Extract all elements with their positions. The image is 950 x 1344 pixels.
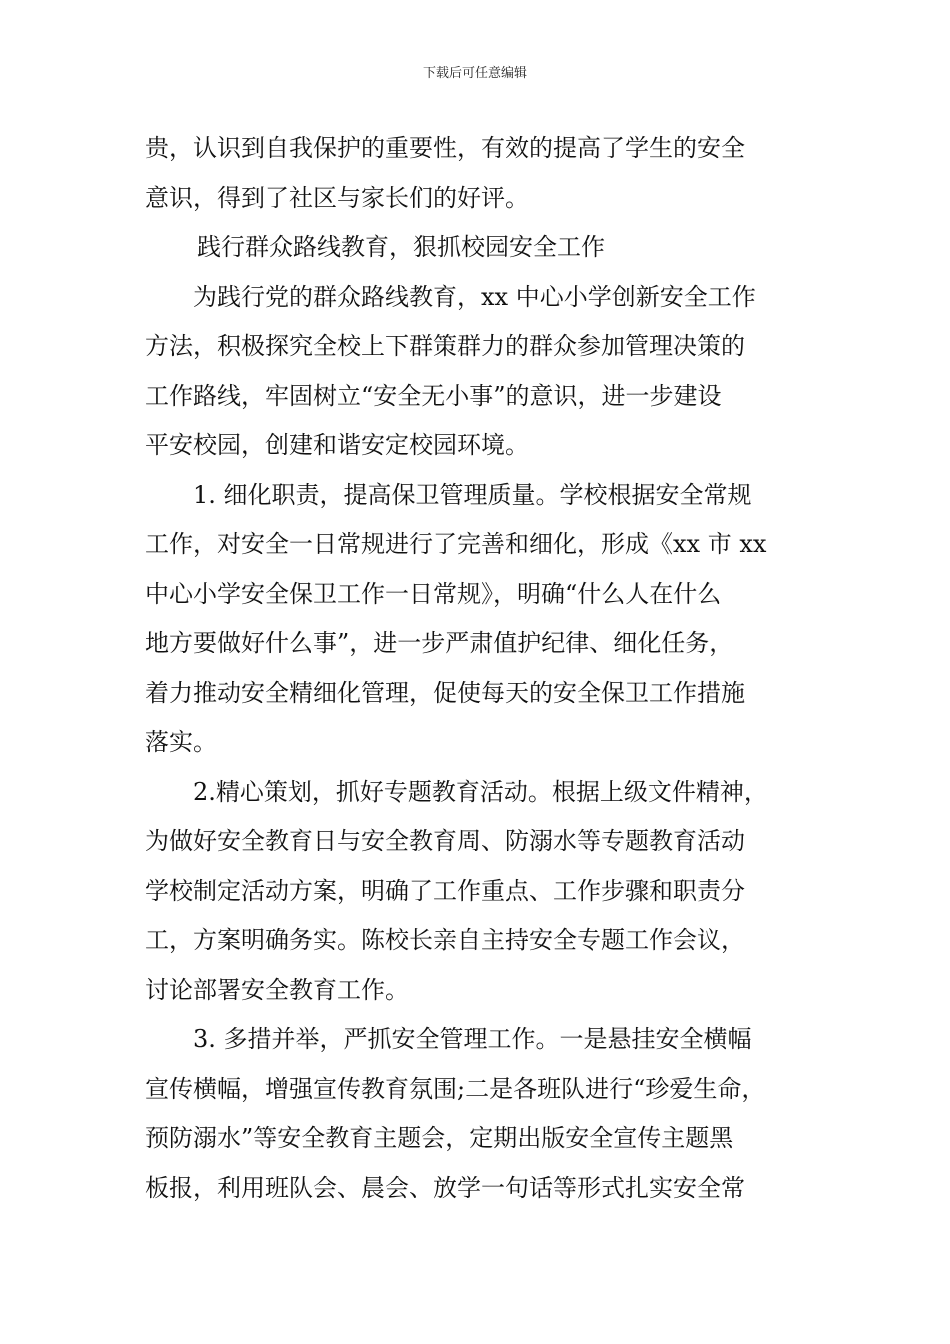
text-line: 平安校园，创建和谐安定校园环境。 bbox=[145, 431, 529, 459]
text-line: 3. 多措并举，严抓安全管理工作。一是悬挂安全横幅 bbox=[193, 1025, 752, 1053]
document-body bbox=[145, 124, 820, 1213]
text-line: 着力推动安全精细化管理，促使每天的安全保卫工作措施 bbox=[145, 678, 745, 707]
text-line: 方法，积极探究全校上下群策群力的群众参加管理决策的 bbox=[145, 332, 745, 360]
page-header: 下载后可任意编辑 bbox=[422, 66, 527, 81]
text-line: 工，方案明确务实。陈校长亲自主持安全专题工作会议， bbox=[145, 926, 745, 954]
text-line: 学校制定活动方案，明确了工作重点、工作步骤和职责分 bbox=[145, 876, 745, 905]
text-line: 贵，认识到自我保护的重要性，有效的提高了学生的安全 bbox=[145, 134, 745, 162]
text-line: 讨论部署安全教育工作。 bbox=[145, 975, 409, 1004]
paragraph-item-3 bbox=[145, 1015, 820, 1213]
text-line: 工作，对安全一日常规进行了完善和细化，形成《xx 市 xx bbox=[145, 530, 767, 558]
paragraph-continuation bbox=[145, 124, 820, 223]
paragraph-intro bbox=[145, 273, 820, 471]
text-line: 为做好安全教育日与安全教育周、防溺水等专题教育活动 bbox=[145, 827, 745, 855]
heading-line: 践行群众路线教育，狠抓校园安全工作 bbox=[197, 233, 605, 261]
paragraph-item-1 bbox=[145, 471, 820, 768]
text-line: 意识，得到了社区与家长们的好评。 bbox=[145, 183, 529, 212]
text-line: 落实。 bbox=[145, 728, 217, 756]
paragraph-item-2 bbox=[145, 768, 820, 1016]
text-line: 地方要做好什么事”，进一步严肃值护纪律、细化任务， bbox=[145, 629, 734, 657]
text-line: 宣传横幅，增强宣传教育氛围;二是各班队进行“珍爱生命， bbox=[145, 1074, 766, 1103]
text-line: 2.精心策划，抓好专题教育活动。根据上级文件精神， bbox=[193, 777, 768, 806]
text-line: 板报，利用班队会、晨会、放学一句话等形式扎实安全常 bbox=[145, 1173, 745, 1202]
text-line: 中心小学安全保卫工作一日常规》，明确“什么人在什么 bbox=[145, 579, 722, 608]
text-line: 1. 细化职责，提高保卫管理质量。学校根据安全常规 bbox=[193, 480, 752, 509]
text-line: 工作路线，牢固树立“安全无小事”的意识，进一步建设 bbox=[145, 381, 722, 410]
text-line: 为践行党的群众路线教育，xx 中心小学创新安全工作 bbox=[193, 282, 756, 311]
text-line: 预防溺水”等安全教育主题会，定期出版安全宣传主题黑 bbox=[145, 1124, 734, 1152]
section-heading bbox=[145, 223, 820, 273]
